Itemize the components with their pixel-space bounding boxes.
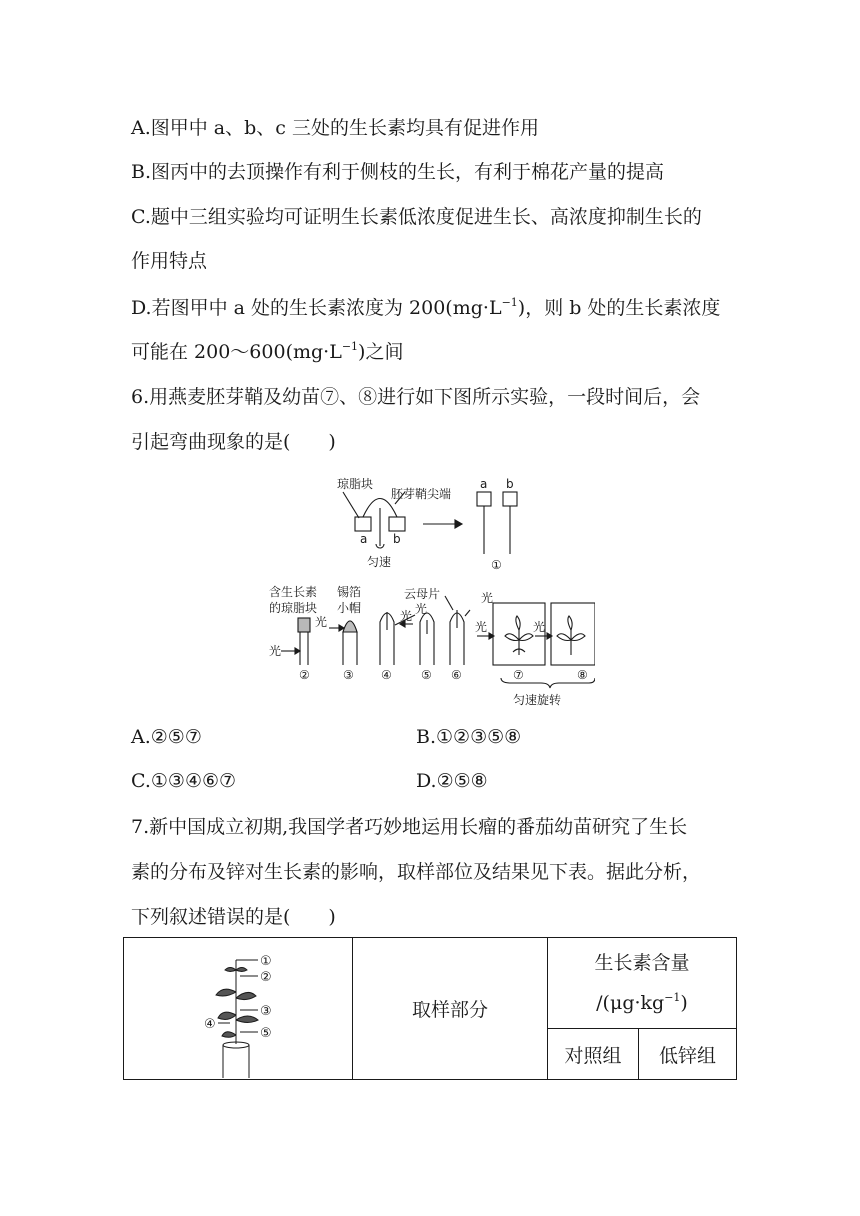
label-coleoptile-tip: 胚芽鞘尖端	[391, 487, 452, 501]
header-sample-part: 取样部分	[352, 937, 548, 1080]
agar-block-b	[389, 517, 405, 531]
label-result-b: b	[506, 477, 514, 491]
plant-label-2: ②	[260, 969, 272, 985]
label-uniform-speed: 匀速	[367, 555, 392, 569]
label-n3: ③	[343, 668, 354, 682]
label-b: b	[393, 532, 401, 546]
question-6-stem-line1: 6.用燕麦胚芽鞘及幼苗⑦、⑧进行如下图所示实验，一段时间后，会	[131, 386, 701, 408]
label-a: a	[360, 532, 368, 546]
label-foil-line1: 锡箔	[337, 585, 362, 599]
label-light-4: 光	[415, 602, 428, 616]
header-low-zinc-group: 低锌组	[638, 1028, 737, 1080]
label-n1: ①	[491, 558, 502, 572]
coleoptile-experiment-figure	[255, 470, 595, 710]
tomato-plant-illustration	[178, 940, 298, 1078]
label-light-6: 光	[481, 591, 494, 605]
plant-label-5: ⑤	[260, 1025, 272, 1041]
option-6a: A.②⑤⑦	[131, 726, 202, 748]
label-result-a: a	[480, 477, 488, 491]
label-n8: ⑧	[577, 668, 588, 682]
table-plant-cell	[123, 937, 353, 1080]
question-7-stem-line1: 7.新中国成立初期,我国学者巧妙地运用长瘤的番茄幼苗研究了生长	[131, 816, 688, 838]
header-control-group: 对照组	[547, 1028, 639, 1080]
label-n7: ⑦	[513, 668, 524, 682]
label-n5: ⑤	[421, 668, 432, 682]
plant-label-4: ④	[204, 1016, 216, 1032]
label-mica: 云母片	[404, 587, 441, 601]
label-n2: ②	[299, 668, 310, 682]
label-light-5: 光	[400, 609, 413, 623]
option-6b: B.①②③⑤⑧	[416, 726, 522, 748]
option-5b: B.图丙中的去顶操作有利于侧枝的生长，有利于棉花产量的提高	[131, 161, 665, 183]
option-5c-line2: 作用特点	[131, 250, 208, 272]
label-n6: ⑥	[451, 668, 462, 682]
label-light-7: 光	[475, 620, 488, 634]
option-6c: C.①③④⑥⑦	[131, 770, 237, 792]
label-auxin-line1: 含生长素	[269, 585, 318, 599]
option-5c-line1: C.题中三组实验均可证明生长素低浓度促进生长、高浓度抑制生长的	[131, 206, 702, 228]
option-5d-line1: D.若图甲中 a 处的生长素浓度为 $200(mg\cdot L^{-1})$，则 b 处的生长素浓度	[131, 296, 721, 319]
option-6d: D.②⑤⑧	[416, 770, 488, 792]
label-light-3: 光	[315, 615, 328, 629]
option-5d-line2: 可能在 $200\sim 600(mg\cdot L^{-1})$之间	[131, 340, 404, 363]
label-uniform-rotation: 匀速旋转	[513, 693, 562, 707]
agar-block-a	[355, 517, 371, 531]
label-agar-block: 琼脂块	[337, 477, 374, 491]
label-auxin-line2: 的琼脂块	[269, 601, 318, 615]
question-7-stem-line3: 下列叙述错误的是( )	[131, 906, 336, 928]
label-foil-line2: 小帽	[337, 601, 362, 615]
header-auxin-content: 生长素含量 $/(\mu g\cdot kg^{-1})$	[547, 937, 737, 1029]
question-6-stem-line2: 引起弯曲现象的是( )	[131, 431, 336, 453]
label-light-8: 光	[533, 620, 546, 634]
option-5a: A.图甲中 a、b、c 三处的生长素均具有促进作用	[131, 117, 539, 139]
plant-label-3: ③	[260, 1003, 272, 1019]
plant-label-1: ①	[260, 953, 272, 969]
label-light-2: 光	[269, 644, 282, 658]
question-7-stem-line2: 素的分布及锌对生长素的影响，取样部位及结果见下表。据此分析，	[131, 861, 702, 883]
auxin-content-table	[123, 937, 737, 1080]
label-n4: ④	[381, 668, 392, 682]
